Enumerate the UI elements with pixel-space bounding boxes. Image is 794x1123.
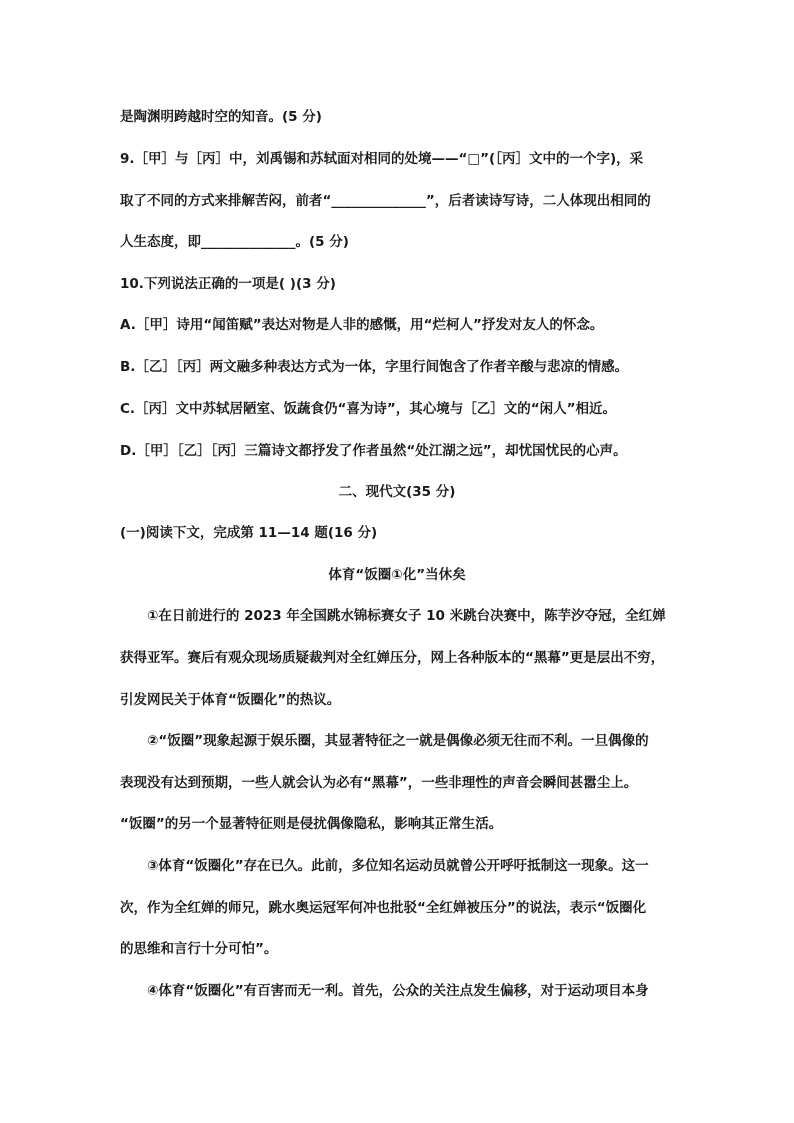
paragraph-2-line-3: “饭圈”的另一个显著特征则是侵扰偶像隐私，影响其正常生活。 (120, 816, 503, 832)
paragraph-1-line-3: 引发网民关于体育“饭圈化”的热议。 (120, 692, 341, 708)
section-heading: 二、现代文(35 分) (338, 484, 456, 500)
paragraph-1-line-1: ①在日前进行的 2023 年全国跳水锦标赛女子 10 米跳台决赛中，陈芋汐夺冠，全红婵 (147, 608, 666, 624)
option-c: C.［丙］文中苏轼居陋室、饭蔬食仍“喜为诗”，其心境与［乙］文的“闲人”相近。 (120, 401, 617, 417)
paragraph-2-line-1: ②“饭圈”现象起源于娱乐圈，其显著特征之一就是偶像必须无往而不利。一旦偶像的 (147, 733, 649, 749)
question-10-stem: 10.下列说法正确的一项是( )(3 分) (120, 276, 336, 292)
paragraph-3-line-2: 次，作为全红婵的师兄，跳水奥运冠军何冲也批驳“全红婵被压分”的说法，表示“饭圈化 (120, 900, 647, 916)
reading-instruction: (一)阅读下文，完成第 11—14 题(16 分) (120, 525, 378, 541)
question-9-line-3: 人生态度，即______________。(5 分) (120, 234, 349, 250)
option-d: D.［甲］［乙］［丙］三篇诗文都抒发了作者虽然“处江湖之远”，却忧国忧民的心声。 (120, 443, 627, 459)
article-title: 体育“饭圈①化”当休矣 (328, 567, 466, 583)
question-9-line-2: 取了不同的方式来排解苦闷，前者“______________”，后者读诗写诗，二人体现出相同的 (120, 193, 651, 209)
paragraph-3-line-1: ③体育“饭圈化”存在已久。此前，多位知名运动员就曾公开呼吁抵制这一现象。这一 (147, 858, 649, 874)
option-b: B.［乙］［丙］两文融多种表达方式为一体，字里行间饱含了作者辛酸与悲凉的情感。 (120, 359, 629, 375)
paragraph-4-line-1: ④体育“饭圈化”有百害而无一利。首先，公众的关注点发生偏移，对于运动项目本身 (147, 983, 649, 999)
text-line-1: 是陶渊明跨越时空的知音。(5 分) (120, 109, 322, 125)
option-a: A.［甲］诗用“闻笛赋”表达对物是人非的感慨，用“烂柯人”抒发对友人的怀念。 (120, 317, 604, 333)
paragraph-1-line-2: 获得亚军。赛后有观众现场质疑裁判对全红婵压分，网上各种版本的“黑幕”更是层出不穷， (120, 650, 665, 666)
question-9-line-1: 9.［甲］与［丙］中，刘禹锡和苏轼面对相同的处境——“□”(［丙］文中的一个字)，采 (120, 151, 644, 167)
paragraph-3-line-3: 的思维和言行十分可怕”。 (120, 941, 278, 957)
paragraph-2-line-2: 表现没有达到预期，一些人就会认为必有“黑幕”，一些非理性的声音会瞬间甚嚣尘上。 (120, 775, 638, 791)
